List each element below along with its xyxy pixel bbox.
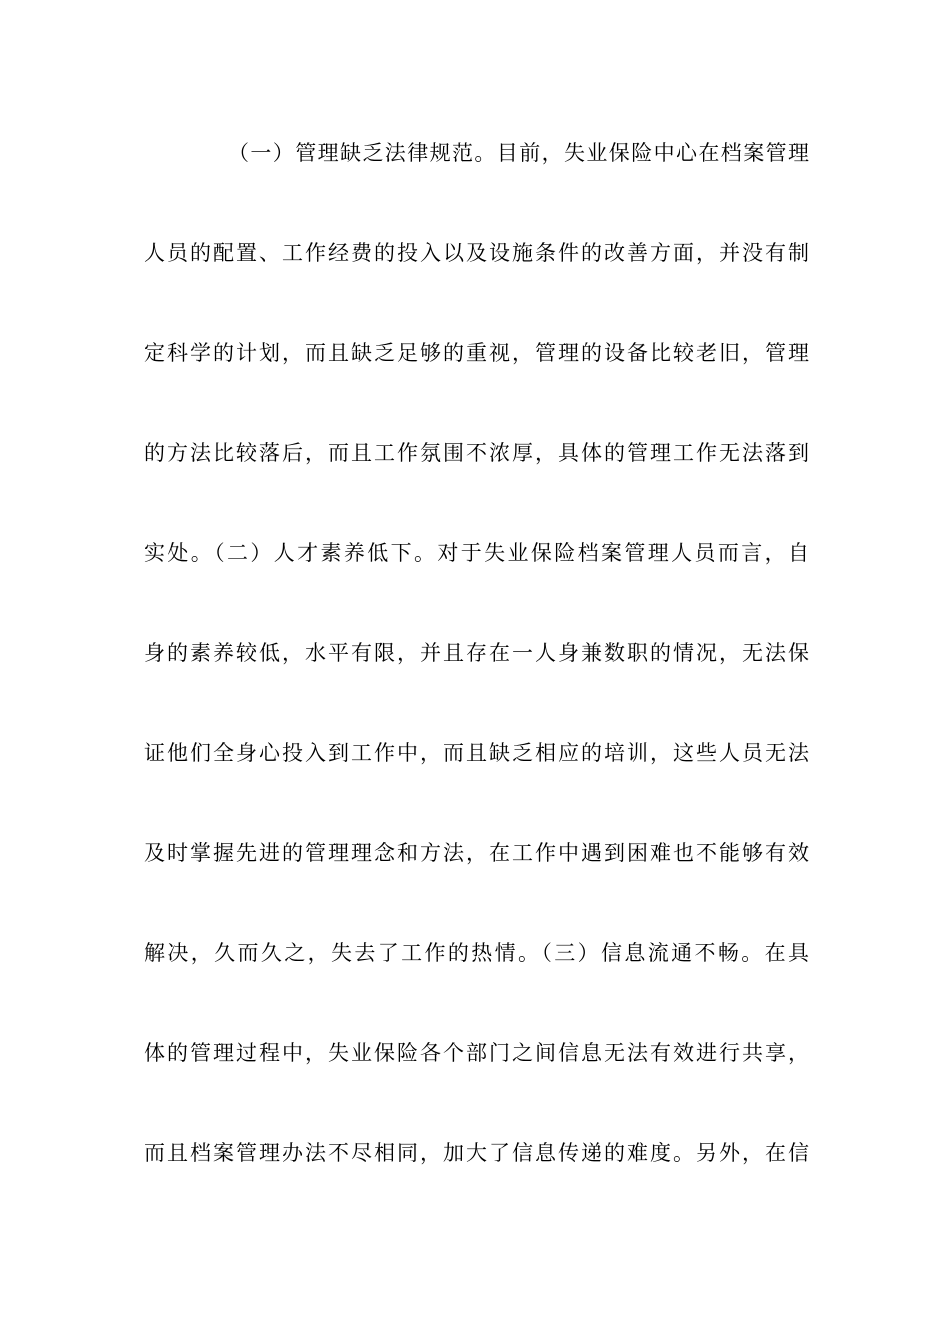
- text-line: 的方法比较落后，而且工作氛围不浓厚，具体的管理工作无法落到: [144, 441, 809, 465]
- text-line: 身的素养较低，水平有限，并且存在一人身兼数职的情况，无法保: [144, 641, 809, 665]
- text-line: 证他们全身心投入到工作中，而且缺乏相应的培训，这些人员无法: [144, 741, 809, 765]
- text-line: 人员的配置、工作经费的投入以及设施条件的改善方面，并没有制: [144, 241, 809, 265]
- text-line: 体的管理过程中，失业保险各个部门之间信息无法有效进行共享，: [144, 1041, 809, 1065]
- text-line: 而且档案管理办法不尽相同，加大了信息传递的难度。另外，在信: [144, 1141, 809, 1165]
- text-line: 定科学的计划，而且缺乏足够的重视，管理的设备比较老旧，管理: [144, 341, 809, 365]
- text-line: 实处。（二）人才素养低下。对于失业保险档案管理人员而言，自: [144, 541, 809, 565]
- text-line: （一）管理缺乏法律规范。目前，失业保险中心在档案管理: [228, 141, 809, 165]
- body-text: [144, 131, 809, 1231]
- text-line: 解决，久而久之，失去了工作的热情。（三）信息流通不畅。在具: [144, 941, 809, 965]
- text-line: 及时掌握先进的管理理念和方法，在工作中遇到困难也不能够有效: [144, 841, 809, 865]
